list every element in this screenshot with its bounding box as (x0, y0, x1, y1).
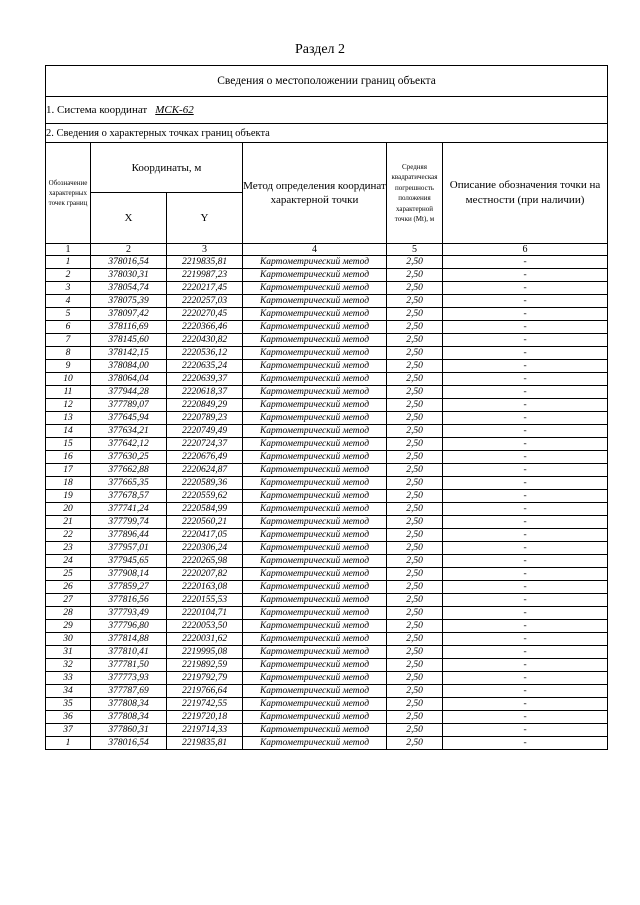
column-number: 5 (387, 244, 443, 256)
x-coordinate: 378030,31 (91, 269, 167, 282)
y-coordinate: 2220031,62 (167, 633, 243, 646)
method-cell: Картометрический метод (243, 516, 387, 529)
y-coordinate: 2220536,12 (167, 347, 243, 360)
point-number: 18 (46, 477, 91, 490)
x-coordinate: 378016,54 (91, 256, 167, 269)
method-cell: Картометрический метод (243, 698, 387, 711)
table-row (46, 399, 608, 412)
description-cell: - (443, 282, 608, 295)
y-coordinate: 2220417,05 (167, 529, 243, 542)
coord-system-label: 1. Система координат (46, 104, 148, 116)
method-cell: Картометрический метод (243, 724, 387, 737)
coord-system-row (46, 97, 608, 124)
y-coordinate: 2219835,81 (167, 737, 243, 750)
mt-cell: 2,50 (387, 490, 443, 503)
point-number: 32 (46, 659, 91, 672)
method-cell: Картометрический метод (243, 568, 387, 581)
table-row (46, 308, 608, 321)
method-cell: Картометрический метод (243, 555, 387, 568)
column-numbers-row (46, 244, 608, 256)
x-coordinate: 377662,88 (91, 464, 167, 477)
x-coordinate: 377816,56 (91, 594, 167, 607)
x-coordinate: 377678,57 (91, 490, 167, 503)
mt-cell: 2,50 (387, 724, 443, 737)
y-coordinate: 2220306,24 (167, 542, 243, 555)
point-number: 28 (46, 607, 91, 620)
method-cell: Картометрический метод (243, 347, 387, 360)
table-row (46, 672, 608, 685)
method-cell: Картометрический метод (243, 672, 387, 685)
y-coordinate: 2219995,08 (167, 646, 243, 659)
table-row (46, 490, 608, 503)
table-row (46, 594, 608, 607)
description-cell: - (443, 451, 608, 464)
mt-cell: 2,50 (387, 295, 443, 308)
x-coordinate: 377773,93 (91, 672, 167, 685)
method-cell: Картометрический метод (243, 646, 387, 659)
y-coordinate: 2220155,53 (167, 594, 243, 607)
description-cell: - (443, 555, 608, 568)
x-coordinate: 377945,65 (91, 555, 167, 568)
point-number: 1 (46, 256, 91, 269)
x-coordinate: 377665,35 (91, 477, 167, 490)
column-number: 2 (91, 244, 167, 256)
method-cell: Картометрический метод (243, 373, 387, 386)
point-number: 21 (46, 516, 91, 529)
point-number: 19 (46, 490, 91, 503)
mt-cell: 2,50 (387, 581, 443, 594)
x-coordinate: 377896,44 (91, 529, 167, 542)
mt-cell: 2,50 (387, 685, 443, 698)
header-mt: Средняя квадратическая погрешность положения характерной точки (Mt), м (387, 143, 443, 244)
point-number: 10 (46, 373, 91, 386)
description-cell: - (443, 581, 608, 594)
mt-cell: 2,50 (387, 308, 443, 321)
column-number: 4 (243, 244, 387, 256)
method-cell: Картометрический метод (243, 503, 387, 516)
table-row (46, 711, 608, 724)
mt-cell: 2,50 (387, 698, 443, 711)
description-cell: - (443, 503, 608, 516)
description-cell: - (443, 269, 608, 282)
y-coordinate: 2219987,23 (167, 269, 243, 282)
description-cell: - (443, 477, 608, 490)
point-number: 7 (46, 334, 91, 347)
table-row (46, 386, 608, 399)
x-coordinate: 377860,31 (91, 724, 167, 737)
y-coordinate: 2220207,82 (167, 568, 243, 581)
description-cell: - (443, 308, 608, 321)
table-row (46, 412, 608, 425)
y-coordinate: 2220560,21 (167, 516, 243, 529)
mt-cell: 2,50 (387, 360, 443, 373)
method-cell: Картометрический метод (243, 386, 387, 399)
x-coordinate: 377781,50 (91, 659, 167, 672)
mt-cell: 2,50 (387, 529, 443, 542)
mt-cell: 2,50 (387, 503, 443, 516)
x-coordinate: 377957,01 (91, 542, 167, 555)
table-row (46, 698, 608, 711)
x-coordinate: 377810,41 (91, 646, 167, 659)
x-coordinate: 377796,80 (91, 620, 167, 633)
x-coordinate: 378142,15 (91, 347, 167, 360)
mt-cell: 2,50 (387, 347, 443, 360)
points-title: 2. Сведения о характерных точках границ объекта (46, 124, 608, 143)
method-cell: Картометрический метод (243, 295, 387, 308)
table-row (46, 256, 608, 269)
description-cell: - (443, 334, 608, 347)
coord-system-value: МСК-62 (155, 104, 194, 116)
description-cell: - (443, 711, 608, 724)
header-description: Описание обозначения точки на местности (при наличии) (443, 143, 608, 244)
x-coordinate: 378054,74 (91, 282, 167, 295)
table-row (46, 451, 608, 464)
table-row (46, 360, 608, 373)
point-number: 11 (46, 386, 91, 399)
description-cell: - (443, 672, 608, 685)
point-number: 20 (46, 503, 91, 516)
table-row (46, 737, 608, 750)
point-number: 1 (46, 737, 91, 750)
description-cell: - (443, 321, 608, 334)
mt-cell: 2,50 (387, 438, 443, 451)
method-cell: Картометрический метод (243, 659, 387, 672)
table-row (46, 529, 608, 542)
table-row (46, 685, 608, 698)
mt-cell: 2,50 (387, 711, 443, 724)
point-number: 2 (46, 269, 91, 282)
description-cell: - (443, 399, 608, 412)
x-coordinate: 377908,14 (91, 568, 167, 581)
method-cell: Картометрический метод (243, 490, 387, 503)
mt-cell: 2,50 (387, 568, 443, 581)
point-number: 24 (46, 555, 91, 568)
y-coordinate: 2219892,59 (167, 659, 243, 672)
x-coordinate: 377787,69 (91, 685, 167, 698)
mt-cell: 2,50 (387, 607, 443, 620)
description-cell: - (443, 620, 608, 633)
method-cell: Картометрический метод (243, 594, 387, 607)
point-number: 22 (46, 529, 91, 542)
y-coordinate: 2220104,71 (167, 607, 243, 620)
header-y: Y (167, 193, 243, 244)
table-row (46, 347, 608, 360)
x-coordinate: 377799,74 (91, 516, 167, 529)
table-row (46, 724, 608, 737)
y-coordinate: 2219835,81 (167, 256, 243, 269)
x-coordinate: 377741,24 (91, 503, 167, 516)
mt-cell: 2,50 (387, 594, 443, 607)
mt-cell: 2,50 (387, 256, 443, 269)
y-coordinate: 2219720,18 (167, 711, 243, 724)
x-coordinate: 378064,04 (91, 373, 167, 386)
table-row (46, 438, 608, 451)
table-body (46, 256, 608, 750)
mt-cell: 2,50 (387, 477, 443, 490)
description-cell: - (443, 516, 608, 529)
method-cell: Картометрический метод (243, 685, 387, 698)
description-cell: - (443, 425, 608, 438)
point-number: 5 (46, 308, 91, 321)
table-row (46, 334, 608, 347)
x-coordinate: 378116,69 (91, 321, 167, 334)
point-number: 33 (46, 672, 91, 685)
description-cell: - (443, 373, 608, 386)
x-coordinate: 377808,34 (91, 711, 167, 724)
description-cell: - (443, 464, 608, 477)
x-coordinate: 377944,28 (91, 386, 167, 399)
mt-cell: 2,50 (387, 412, 443, 425)
point-number: 37 (46, 724, 91, 737)
y-coordinate: 2220257,03 (167, 295, 243, 308)
mt-cell: 2,50 (387, 399, 443, 412)
description-cell: - (443, 646, 608, 659)
x-coordinate: 377814,88 (91, 633, 167, 646)
mt-cell: 2,50 (387, 633, 443, 646)
y-coordinate: 2220366,46 (167, 321, 243, 334)
table-row (46, 321, 608, 334)
method-cell: Картометрический метод (243, 607, 387, 620)
table-row (46, 425, 608, 438)
y-coordinate: 2220676,49 (167, 451, 243, 464)
table-title: Сведения о местоположении границ объекта (46, 66, 608, 97)
y-coordinate: 2220624,87 (167, 464, 243, 477)
x-coordinate: 377634,21 (91, 425, 167, 438)
section-title: Раздел 2 (294, 42, 346, 57)
point-number: 29 (46, 620, 91, 633)
point-number: 4 (46, 295, 91, 308)
x-coordinate: 377642,12 (91, 438, 167, 451)
point-number: 3 (46, 282, 91, 295)
table-row (46, 646, 608, 659)
x-coordinate: 377789,07 (91, 399, 167, 412)
header-coordinates: Координаты, м (91, 143, 243, 193)
point-number: 12 (46, 399, 91, 412)
table-row (46, 542, 608, 555)
table-row (46, 659, 608, 672)
point-number: 17 (46, 464, 91, 477)
description-cell: - (443, 698, 608, 711)
method-cell: Картометрический метод (243, 581, 387, 594)
x-coordinate: 377645,94 (91, 412, 167, 425)
mt-cell: 2,50 (387, 321, 443, 334)
point-number: 16 (46, 451, 91, 464)
point-number: 13 (46, 412, 91, 425)
mt-cell: 2,50 (387, 555, 443, 568)
description-cell: - (443, 360, 608, 373)
point-number: 34 (46, 685, 91, 698)
y-coordinate: 2220635,24 (167, 360, 243, 373)
mt-cell: 2,50 (387, 425, 443, 438)
y-coordinate: 2220789,23 (167, 412, 243, 425)
x-coordinate: 377808,34 (91, 698, 167, 711)
description-cell: - (443, 256, 608, 269)
y-coordinate: 2220053,50 (167, 620, 243, 633)
description-cell: - (443, 295, 608, 308)
point-number: 35 (46, 698, 91, 711)
description-cell: - (443, 568, 608, 581)
header-designation: Обозначение характерных точек границ (46, 143, 91, 244)
point-number: 30 (46, 633, 91, 646)
table-row (46, 269, 608, 282)
y-coordinate: 2220270,45 (167, 308, 243, 321)
mt-cell: 2,50 (387, 386, 443, 399)
table-row (46, 568, 608, 581)
point-number: 8 (46, 347, 91, 360)
table-row (46, 477, 608, 490)
table-row (46, 373, 608, 386)
x-coordinate: 378075,39 (91, 295, 167, 308)
y-coordinate: 2219792,79 (167, 672, 243, 685)
x-coordinate: 377793,49 (91, 607, 167, 620)
method-cell: Картометрический метод (243, 308, 387, 321)
mt-cell: 2,50 (387, 464, 443, 477)
mt-cell: 2,50 (387, 646, 443, 659)
header-method: Метод определения координат характерной точки (243, 143, 387, 244)
method-cell: Картометрический метод (243, 412, 387, 425)
mt-cell: 2,50 (387, 373, 443, 386)
mt-cell: 2,50 (387, 737, 443, 750)
description-cell: - (443, 594, 608, 607)
header-x: X (91, 193, 167, 244)
method-cell: Картометрический метод (243, 282, 387, 295)
table-row (46, 620, 608, 633)
method-cell: Картометрический метод (243, 269, 387, 282)
y-coordinate: 2220163,08 (167, 581, 243, 594)
table-row (46, 633, 608, 646)
y-coordinate: 2219714,33 (167, 724, 243, 737)
y-coordinate: 2220265,98 (167, 555, 243, 568)
description-cell: - (443, 490, 608, 503)
table-row (46, 607, 608, 620)
description-cell: - (443, 347, 608, 360)
method-cell: Картометрический метод (243, 737, 387, 750)
y-coordinate: 2220749,49 (167, 425, 243, 438)
description-cell: - (443, 607, 608, 620)
boundaries-table (45, 65, 608, 750)
point-number: 27 (46, 594, 91, 607)
description-cell: - (443, 685, 608, 698)
y-coordinate: 2220430,82 (167, 334, 243, 347)
mt-cell: 2,50 (387, 269, 443, 282)
point-number: 14 (46, 425, 91, 438)
point-number: 23 (46, 542, 91, 555)
method-cell: Картометрический метод (243, 451, 387, 464)
x-coordinate: 378016,54 (91, 737, 167, 750)
description-cell: - (443, 659, 608, 672)
description-cell: - (443, 737, 608, 750)
point-number: 26 (46, 581, 91, 594)
mt-cell: 2,50 (387, 620, 443, 633)
mt-cell: 2,50 (387, 516, 443, 529)
description-cell: - (443, 529, 608, 542)
method-cell: Картометрический метод (243, 477, 387, 490)
table-row (46, 282, 608, 295)
mt-cell: 2,50 (387, 659, 443, 672)
table-row (46, 503, 608, 516)
column-number: 1 (46, 244, 91, 256)
x-coordinate: 378084,00 (91, 360, 167, 373)
y-coordinate: 2220849,29 (167, 399, 243, 412)
table-row (46, 555, 608, 568)
x-coordinate: 377630,25 (91, 451, 167, 464)
method-cell: Картометрический метод (243, 334, 387, 347)
method-cell: Картометрический метод (243, 256, 387, 269)
y-coordinate: 2220618,37 (167, 386, 243, 399)
method-cell: Картометрический метод (243, 399, 387, 412)
description-cell: - (443, 386, 608, 399)
table-row (46, 581, 608, 594)
y-coordinate: 2219742,55 (167, 698, 243, 711)
method-cell: Картометрический метод (243, 360, 387, 373)
x-coordinate: 378097,42 (91, 308, 167, 321)
table-row (46, 295, 608, 308)
description-cell: - (443, 412, 608, 425)
description-cell: - (443, 633, 608, 646)
point-number: 36 (46, 711, 91, 724)
mt-cell: 2,50 (387, 451, 443, 464)
method-cell: Картометрический метод (243, 711, 387, 724)
column-number: 6 (443, 244, 608, 256)
mt-cell: 2,50 (387, 672, 443, 685)
point-number: 6 (46, 321, 91, 334)
description-cell: - (443, 724, 608, 737)
table-row (46, 464, 608, 477)
method-cell: Картометрический метод (243, 529, 387, 542)
point-number: 31 (46, 646, 91, 659)
x-coordinate: 377859,27 (91, 581, 167, 594)
mt-cell: 2,50 (387, 282, 443, 295)
method-cell: Картометрический метод (243, 438, 387, 451)
mt-cell: 2,50 (387, 334, 443, 347)
x-coordinate: 378145,60 (91, 334, 167, 347)
y-coordinate: 2220589,36 (167, 477, 243, 490)
method-cell: Картометрический метод (243, 633, 387, 646)
y-coordinate: 2219766,64 (167, 685, 243, 698)
method-cell: Картометрический метод (243, 321, 387, 334)
y-coordinate: 2220639,37 (167, 373, 243, 386)
method-cell: Картометрический метод (243, 620, 387, 633)
method-cell: Картометрический метод (243, 542, 387, 555)
point-number: 9 (46, 360, 91, 373)
column-number: 3 (167, 244, 243, 256)
table-row (46, 516, 608, 529)
y-coordinate: 2220584,99 (167, 503, 243, 516)
mt-cell: 2,50 (387, 542, 443, 555)
y-coordinate: 2220724,37 (167, 438, 243, 451)
point-number: 25 (46, 568, 91, 581)
y-coordinate: 2220559,62 (167, 490, 243, 503)
description-cell: - (443, 542, 608, 555)
method-cell: Картометрический метод (243, 464, 387, 477)
point-number: 15 (46, 438, 91, 451)
method-cell: Картометрический метод (243, 425, 387, 438)
y-coordinate: 2220217,45 (167, 282, 243, 295)
description-cell: - (443, 438, 608, 451)
